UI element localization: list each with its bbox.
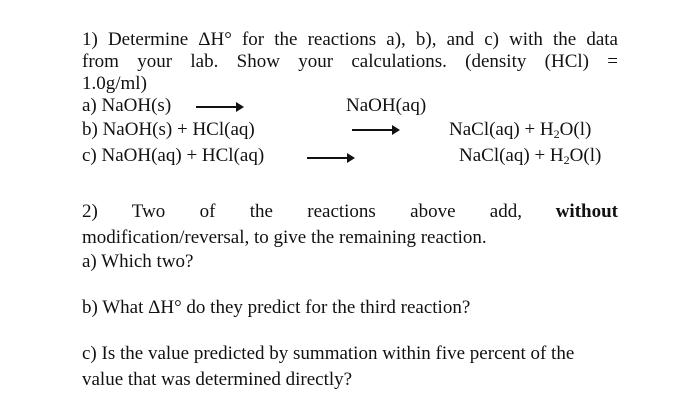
reaction-b-product: NaCl(aq) + $H_2O(l)$ <box>449 119 592 141</box>
reaction-c-product: NaCl(aq) + $H_2O(l)$ <box>459 145 602 167</box>
reaction-a-arrow <box>196 106 238 108</box>
q2-part-b: b) What ΔH° do they predict for the third reaction? <box>82 297 471 318</box>
reaction-b-reactant: b) NaOH(s) + HCl(aq) <box>82 119 255 140</box>
reaction-c-arrow <box>307 157 349 159</box>
q2-line-1 <box>82 201 618 223</box>
q2-line-2: modification/reversal, to give the remaining reaction. <box>82 227 487 248</box>
q1-line-2: from your lab. Show your calculations. (density (HCl) = <box>82 51 618 72</box>
reaction-b-arrow <box>352 129 394 131</box>
q2-line-1-text: 2) Two of the reactions above add, <box>82 201 522 222</box>
reaction-c-reactant: c) NaOH(aq) + HCl(aq) <box>82 145 265 166</box>
q2-part-c-line-2: value that was determined directly? <box>82 369 353 390</box>
reaction-a-reactant: a) NaOH(s) <box>82 95 172 116</box>
q2-part-a: a) Which two? <box>82 251 194 272</box>
q1-line-3: 1.0g/ml) <box>82 73 147 94</box>
q2-line-1-bold: without <box>555 201 618 222</box>
reaction-a-product: NaOH(aq) <box>346 95 427 116</box>
q2-part-c-line-1: c) Is the value predicted by summation within five percent of the <box>82 343 575 364</box>
q1-line-1: 1) Determine ΔH° for the reactions a), b), and c) with the data <box>82 29 618 50</box>
